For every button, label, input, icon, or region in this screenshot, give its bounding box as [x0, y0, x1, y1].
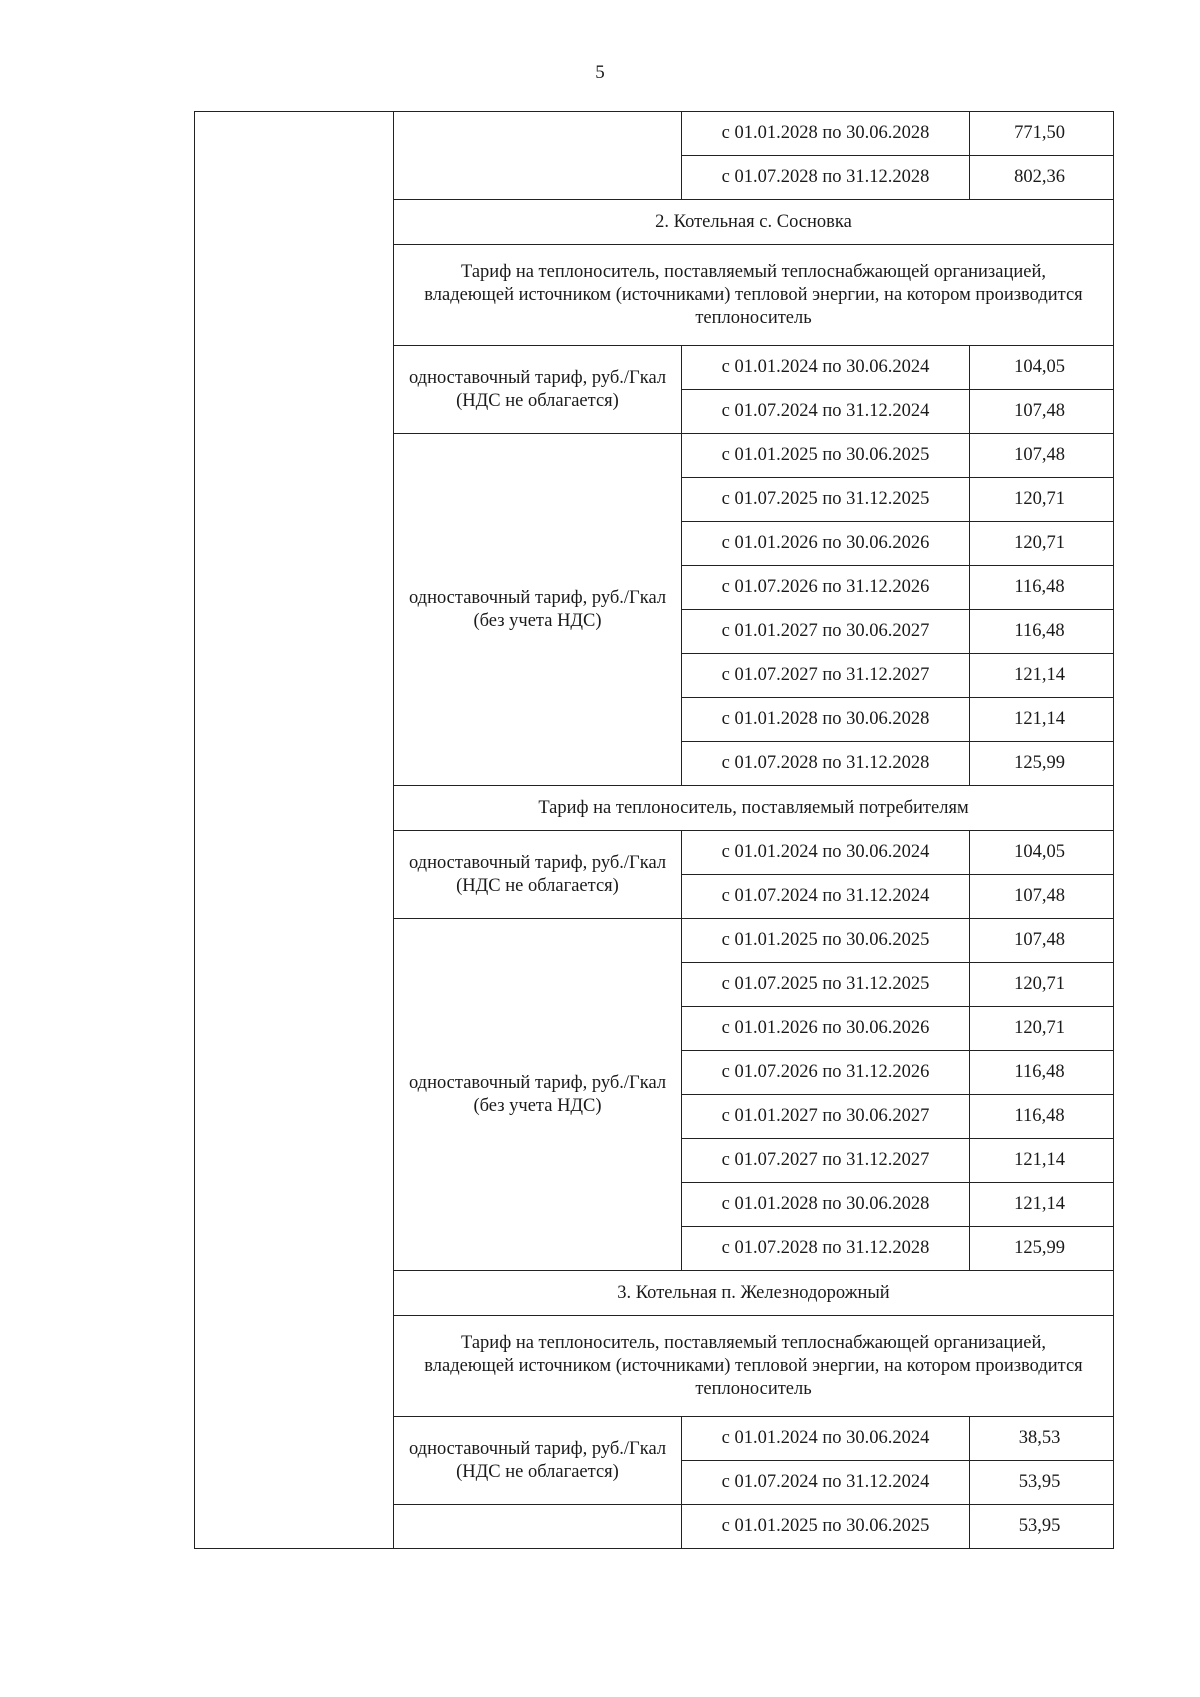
tariff-value-cell: 771,50 [970, 112, 1114, 156]
period-cell: с 01.01.2024 по 30.06.2024 [682, 1417, 970, 1461]
period-cell: с 01.07.2028 по 31.12.2028 [682, 156, 970, 200]
period-cell: с 01.01.2025 по 30.06.2025 [682, 434, 970, 478]
tariff-table [194, 111, 1114, 1549]
tariff-value-cell: 116,48 [970, 1095, 1114, 1139]
tariff-value-cell: 116,48 [970, 610, 1114, 654]
period-cell: с 01.07.2028 по 31.12.2028 [682, 742, 970, 786]
tariff-value-cell: 107,48 [970, 875, 1114, 919]
page-number: 5 [595, 62, 605, 83]
tariff-type-cell [394, 112, 682, 200]
section-title: 2. Котельная с. Сосновка [394, 200, 1114, 245]
tariff-value-cell: 116,48 [970, 1051, 1114, 1095]
tariff-value-cell: 120,71 [970, 963, 1114, 1007]
left-empty-column [195, 112, 394, 1549]
period-cell: с 01.01.2027 по 30.06.2027 [682, 1095, 970, 1139]
period-cell: с 01.07.2024 по 31.12.2024 [682, 875, 970, 919]
period-cell: с 01.01.2024 по 30.06.2024 [682, 346, 970, 390]
tariff-type-cell: одноставочный тариф, руб./Гкал (НДС не облагается) [394, 831, 682, 919]
tariff-value-cell: 107,48 [970, 919, 1114, 963]
period-cell: с 01.07.2026 по 31.12.2026 [682, 1051, 970, 1095]
tariff-value-cell: 125,99 [970, 742, 1114, 786]
period-cell: с 01.01.2028 по 30.06.2028 [682, 112, 970, 156]
tariff-value-cell: 107,48 [970, 390, 1114, 434]
tariff-value-cell: 802,36 [970, 156, 1114, 200]
tariff-value-cell: 125,99 [970, 1227, 1114, 1271]
tariff-value-cell: 116,48 [970, 566, 1114, 610]
period-cell: с 01.01.2024 по 30.06.2024 [682, 831, 970, 875]
tariff-value-cell: 121,14 [970, 698, 1114, 742]
section-description: Тариф на теплоноситель, поставляемый теплоснабжающей организацией, владеющей источником (источниками) тепловой энергии, на котором производится теплоноситель [394, 1316, 1114, 1417]
tariff-value-cell: 107,48 [970, 434, 1114, 478]
table-row [195, 112, 1114, 156]
period-cell: с 01.01.2028 по 30.06.2028 [682, 698, 970, 742]
section-description: Тариф на теплоноситель, поставляемый теплоснабжающей организацией, владеющей источником (источниками) тепловой энергии, на котором производится теплоноситель [394, 245, 1114, 346]
period-cell: с 01.01.2027 по 30.06.2027 [682, 610, 970, 654]
period-cell: с 01.07.2028 по 31.12.2028 [682, 1227, 970, 1271]
tariff-value-cell: 120,71 [970, 478, 1114, 522]
tariff-value-cell: 120,71 [970, 1007, 1114, 1051]
period-cell: с 01.07.2025 по 31.12.2025 [682, 478, 970, 522]
tariff-type-cell: одноставочный тариф, руб./Гкал (НДС не облагается) [394, 346, 682, 434]
tariff-value-cell: 121,14 [970, 654, 1114, 698]
tariff-value-cell: 53,95 [970, 1505, 1114, 1549]
tariff-type-cell: одноставочный тариф, руб./Гкал (без учета НДС) [394, 919, 682, 1271]
section-title: Тариф на теплоноситель, поставляемый потребителям [394, 786, 1114, 831]
period-cell: с 01.07.2024 по 31.12.2024 [682, 1461, 970, 1505]
period-cell: с 01.01.2026 по 30.06.2026 [682, 1007, 970, 1051]
period-cell: с 01.07.2026 по 31.12.2026 [682, 566, 970, 610]
tariff-value-cell: 120,71 [970, 522, 1114, 566]
period-cell: с 01.01.2025 по 30.06.2025 [682, 919, 970, 963]
tariff-value-cell: 53,95 [970, 1461, 1114, 1505]
period-cell: с 01.07.2025 по 31.12.2025 [682, 963, 970, 1007]
tariff-table-body [195, 112, 1114, 1549]
period-cell: с 01.01.2026 по 30.06.2026 [682, 522, 970, 566]
period-cell: с 01.07.2024 по 31.12.2024 [682, 390, 970, 434]
period-cell: с 01.07.2027 по 31.12.2027 [682, 654, 970, 698]
tariff-value-cell: 38,53 [970, 1417, 1114, 1461]
tariff-type-cell: одноставочный тариф, руб./Гкал (НДС не облагается) [394, 1417, 682, 1505]
section-title: 3. Котельная п. Железнодорожный [394, 1271, 1114, 1316]
tariff-type-cell [394, 1505, 682, 1549]
period-cell: с 01.07.2027 по 31.12.2027 [682, 1139, 970, 1183]
tariff-value-cell: 121,14 [970, 1139, 1114, 1183]
period-cell: с 01.01.2028 по 30.06.2028 [682, 1183, 970, 1227]
tariff-value-cell: 104,05 [970, 346, 1114, 390]
tariff-value-cell: 121,14 [970, 1183, 1114, 1227]
tariff-value-cell: 104,05 [970, 831, 1114, 875]
period-cell: с 01.01.2025 по 30.06.2025 [682, 1505, 970, 1549]
tariff-type-cell: одноставочный тариф, руб./Гкал (без учета НДС) [394, 434, 682, 786]
